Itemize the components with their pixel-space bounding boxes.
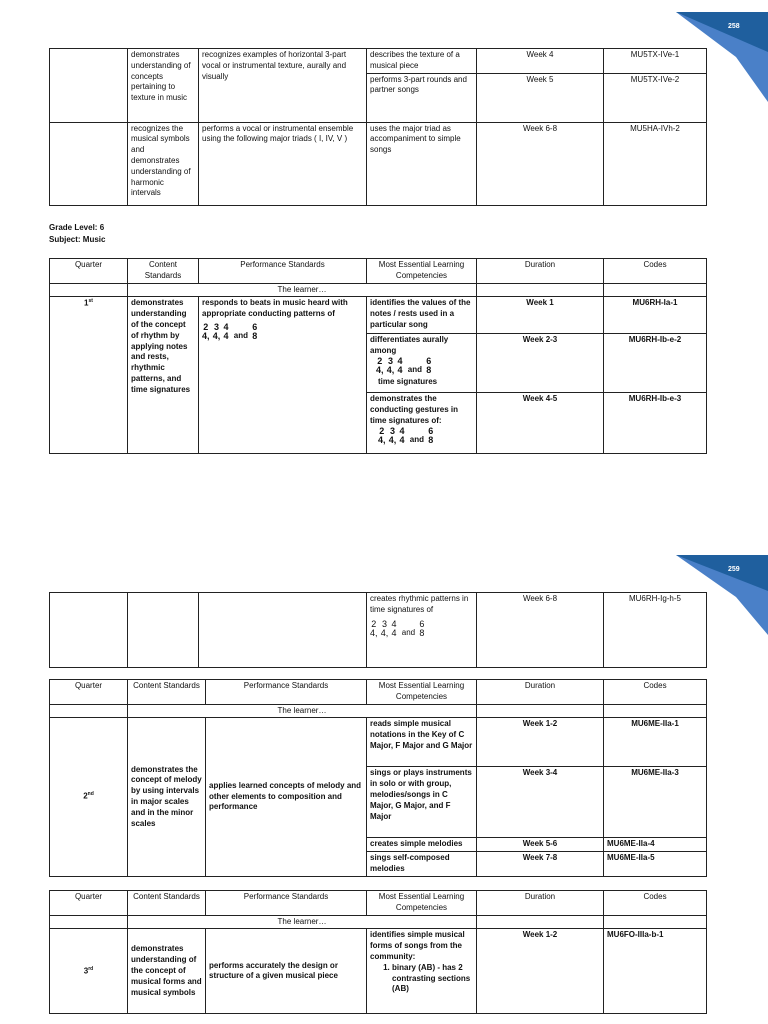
code-cell: MU5TX-IVe-2 <box>604 73 707 122</box>
header-quarter: Quarter <box>50 680 128 705</box>
header-duration: Duration <box>477 259 604 284</box>
performance-standard-cell: recognizes examples of horizontal 3-part vocal or instrumental texture, aurally and visually <box>199 49 367 123</box>
duration-cell: Week 1-2 <box>477 929 604 1014</box>
competency-cell: sings or plays instruments in solo or with group, melodies/songs in C Major, G Major, and F Major <box>367 767 477 838</box>
header-codes: Codes <box>604 680 707 705</box>
content-standard-cell: recognizes the musical symbols and demonstrates understanding of harmonic intervals <box>128 122 199 205</box>
quarter-label: 1st <box>50 297 128 454</box>
quarter-label: 2nd <box>50 718 128 876</box>
header-duration: Duration <box>477 680 604 705</box>
code-cell: MU6RH-Ib-e-3 <box>604 393 707 454</box>
performance-standard-cell: performs a vocal or instrumental ensemble using the following major triads ( I, IV, V ) <box>199 122 367 205</box>
quarter-cell-empty <box>50 122 128 205</box>
duration-cell: Week 6-8 <box>477 122 604 205</box>
quarter-cell-empty <box>50 49 128 123</box>
duration-cell: Week 1-2 <box>477 718 604 767</box>
competency-cell: reads simple musical notations in the Key of C Major, F Major and G Major <box>367 718 477 767</box>
content-standard-cell: demonstrates understanding of the concept of musical forms and musical symbols <box>128 929 206 1014</box>
code-cell: MU6ME-IIa-4 <box>604 838 707 852</box>
grade6-q3-table <box>49 890 707 1014</box>
header-performance-standards: Performance Standards <box>199 259 367 284</box>
page-number: 258 <box>728 23 740 30</box>
header-content-standards: Content Standards <box>128 891 206 916</box>
code-cell: MU5HA-IVh-2 <box>604 122 707 205</box>
grade6-q1-table <box>49 258 707 454</box>
competency-cell: uses the major triad as accompaniment to simple songs <box>367 122 477 205</box>
learner-row: The learner… <box>128 915 477 929</box>
duration-cell: Week 3-4 <box>477 767 604 838</box>
content-standard-cell: demonstrates understanding of the concept of rhythm by applying notes and rests, rhythmic patterns, and time signatures <box>128 297 199 454</box>
learner-row: The learner… <box>128 704 477 718</box>
musical-forms-list <box>370 963 473 995</box>
header-performance-standards: Performance Standards <box>206 891 367 916</box>
competency-cell: identifies the values of the notes / rests used in a particular song <box>367 297 477 334</box>
performance-standard-cell: applies learned concepts of melody and other elements to composition and performance <box>206 718 367 876</box>
content-standard-cell: demonstrates the concept of melody by using intervals in major scales and in the minor scales <box>128 718 206 876</box>
header-competencies: Most Essential Learning Competencies <box>367 680 477 705</box>
content-standard-cell: demonstrates understanding of concepts pertaining to texture in music <box>128 49 199 123</box>
header-competencies: Most Essential Learning Competencies <box>367 259 477 284</box>
grade-level-label: Grade Level: 6 <box>49 223 105 232</box>
header-content-standards: Content Standards <box>128 259 199 284</box>
header-codes: Codes <box>604 259 707 284</box>
code-cell: MU6RH-Ib-e-2 <box>604 334 707 393</box>
competency-cell: sings self-composed melodies <box>367 852 477 877</box>
header-duration: Duration <box>477 891 604 916</box>
competency-cell: describes the texture of a musical piece <box>367 49 477 74</box>
grade6-q1-continuation-table <box>49 592 707 668</box>
quarter-label: 3rd <box>50 929 128 1014</box>
competency-cell: differentiates aurally among 2 4, 3 4, 4 4 and 6 8 time signatures <box>367 334 477 393</box>
code-cell: MU6ME-IIa-3 <box>604 767 707 838</box>
header-quarter: Quarter <box>50 891 128 916</box>
duration-cell: Week 2-3 <box>477 334 604 393</box>
header-performance-standards: Performance Standards <box>206 680 367 705</box>
performance-standard-cell: responds to beats in music heard with appropriate conducting patterns of 2 4, 3 4, 4 4 and 6 8 <box>199 297 367 454</box>
subject-label: Subject: Music <box>49 235 106 244</box>
code-cell: MU5TX-IVe-1 <box>604 49 707 74</box>
competency-cell: demonstrates the conducting gestures in time signatures of: 2 4, 3 4, 4 4 and 6 8 <box>367 393 477 454</box>
duration-cell: Week 1 <box>477 297 604 334</box>
code-cell: MU6ME-IIa-1 <box>604 718 707 767</box>
header-quarter: Quarter <box>50 259 128 284</box>
header-codes: Codes <box>604 891 707 916</box>
competency-cell: performs 3-part rounds and partner songs <box>367 73 477 122</box>
duration-cell: Week 4-5 <box>477 393 604 454</box>
list-item: 1. binary (AB) - has 2 contrasting sections (AB) <box>392 963 473 995</box>
header-competencies: Most Essential Learning Competencies <box>367 891 477 916</box>
duration-cell: Week 5 <box>477 73 604 122</box>
page-number: 259 <box>728 566 740 573</box>
code-cell: MU6FO-IIIa-b-1 <box>604 929 707 1014</box>
duration-cell: Week 6-8 <box>477 593 604 668</box>
duration-cell: Week 5-6 <box>477 838 604 852</box>
code-cell: MU6RH-Ia-1 <box>604 297 707 334</box>
duration-cell: Week 4 <box>477 49 604 74</box>
code-cell: MU6RH-Ig-h-5 <box>604 593 707 668</box>
learner-row: The learner… <box>128 283 477 297</box>
competency-cell: identifies simple musical forms of songs from the community: 1. binary (AB) - has 2 contrasting sections (AB) <box>367 929 477 1014</box>
competency-cell: creates simple melodies <box>367 838 477 852</box>
header-content-standards: Content Standards <box>128 680 206 705</box>
time-signature-group: 2 4, 3 4, 4 4 and 6 8 <box>202 321 258 341</box>
grade5-continuation-table <box>49 48 707 206</box>
performance-standard-cell: performs accurately the design or structure of a given musical piece <box>206 929 367 1014</box>
code-cell: MU6ME-IIa-5 <box>604 852 707 877</box>
duration-cell: Week 7-8 <box>477 852 604 877</box>
competency-cell: creates rhythmic patterns in time signatures of 2 4, 3 4, 4 4 and 6 8 <box>367 593 477 668</box>
grade6-q2-table <box>49 679 707 877</box>
